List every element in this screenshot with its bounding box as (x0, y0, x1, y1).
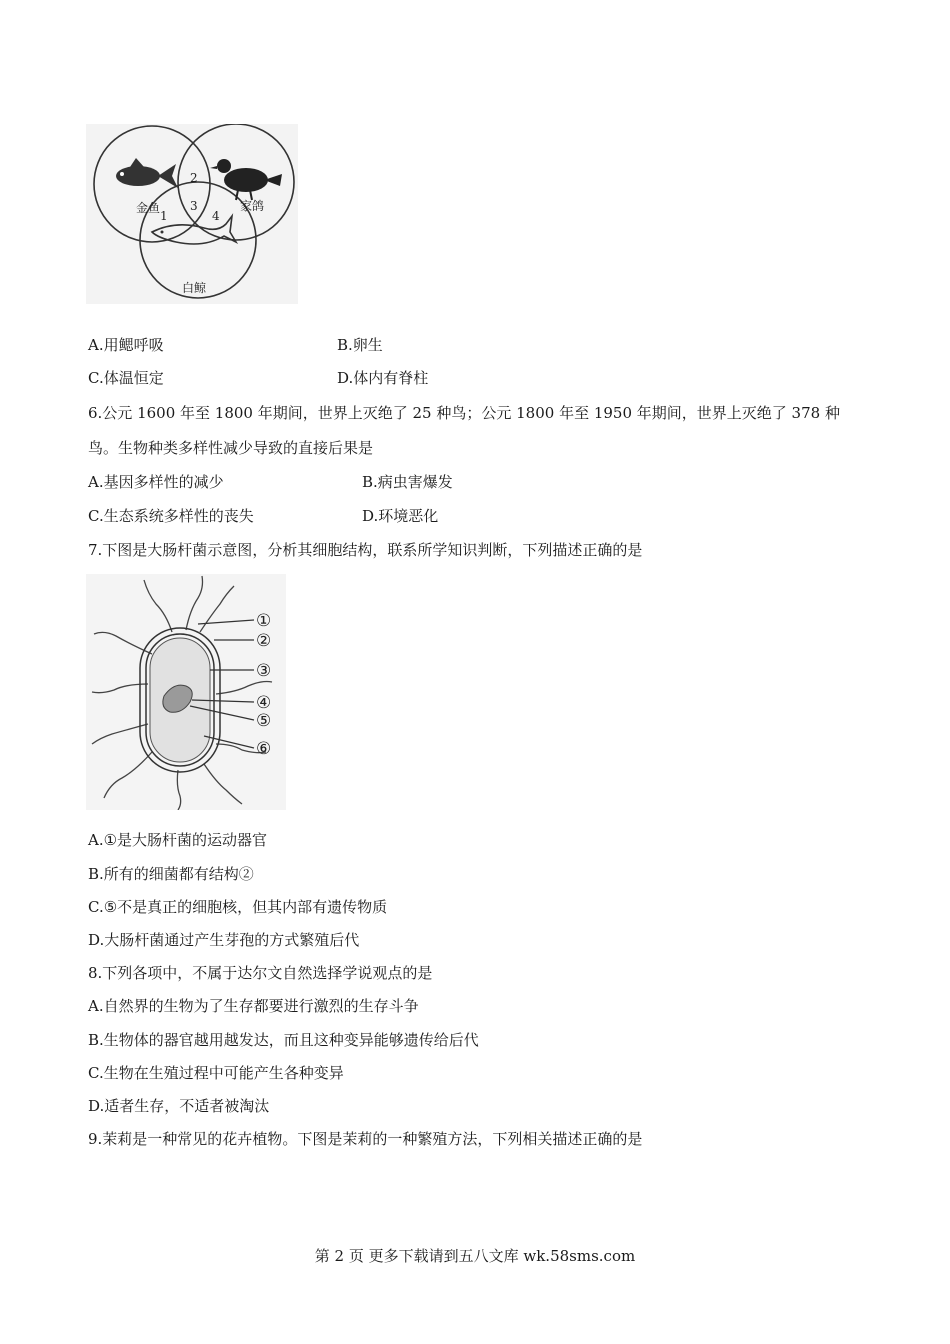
q7-option-c: C.⑤不是真正的细胞核，但其内部有遗传物质 (88, 898, 388, 916)
q6-option-b: B.病虫害爆发 (362, 473, 453, 491)
q7-option-d: D.大肠杆菌通过产生芽孢的方式繁殖后代 (88, 931, 360, 949)
page-footer: 第 2 页 更多下载请到五八文库 wk.58sms.com (314, 1247, 636, 1265)
venn-region-1: 1 (160, 209, 168, 223)
q8-stem: 8.下列各项中，不属于达尔文自然选择学说观点的是 (88, 964, 433, 982)
q6-option-a: A.基因多样性的减少 (88, 473, 224, 491)
venn-label-goldfish: 金鱼 (136, 201, 161, 215)
venn-label-pigeon: 家鸽 (240, 199, 265, 213)
q8-option-c: C.生物在生殖过程中可能产生各种变异 (88, 1064, 344, 1082)
q5-option-c: C.体温恒定 (88, 369, 164, 387)
venn-region-3: 3 (190, 199, 198, 213)
q7-option-b: B.所有的细菌都有结构② (88, 865, 254, 883)
q5-option-d: D.体内有脊柱 (337, 369, 429, 387)
q7-stem: 7.下图是大肠杆菌示意图，分析其细胞结构，联系所学知识判断，下列描述正确的是 (88, 541, 643, 559)
q6-option-c: C.生态系统多样性的丧失 (88, 507, 254, 525)
q8-option-b: B.生物体的器官越用越发达，而且这种变异能够遗传给后代 (88, 1031, 479, 1049)
ecoli-label-5: ⑤ (256, 711, 272, 731)
venn-region-4: 4 (212, 209, 220, 223)
q8-option-d: D.适者生存，不适者被淘汰 (88, 1097, 270, 1115)
venn-region-2: 2 (190, 171, 198, 185)
q8-option-a: A.自然界的生物为了生存都要进行激烈的生存斗争 (88, 997, 419, 1015)
ecoli-label-3: ③ (256, 661, 272, 681)
q6-option-d: D.环境恶化 (362, 507, 439, 525)
venn-diagram-figure (86, 124, 298, 304)
q9-stem: 9.茉莉是一种常见的花卉植物。下图是茉莉的一种繁殖方法，下列相关描述正确的是 (88, 1130, 643, 1148)
ecoli-label-6: ⑥ (256, 739, 272, 759)
ecoli-label-4: ④ (256, 693, 272, 713)
q5-option-a: A.用鳃呼吸 (88, 336, 164, 354)
q7-option-a: A.①是大肠杆菌的运动器官 (88, 831, 268, 849)
ecoli-label-2: ② (256, 631, 272, 651)
ecoli-diagram-figure (86, 574, 286, 810)
venn-label-whale: 白鲸 (182, 281, 207, 295)
q6-stem-line1: 6.公元 1600 年至 1800 年期间，世界上灭绝了 25 种鸟；公元 1800 年至 1950 年期间，世界上灭绝了 378 种 (88, 404, 840, 422)
q5-option-b: B.卵生 (337, 336, 383, 354)
q6-stem-line2: 鸟。生物种类多样性减少导致的直接后果是 (88, 439, 374, 457)
ecoli-label-1: ① (256, 611, 272, 631)
